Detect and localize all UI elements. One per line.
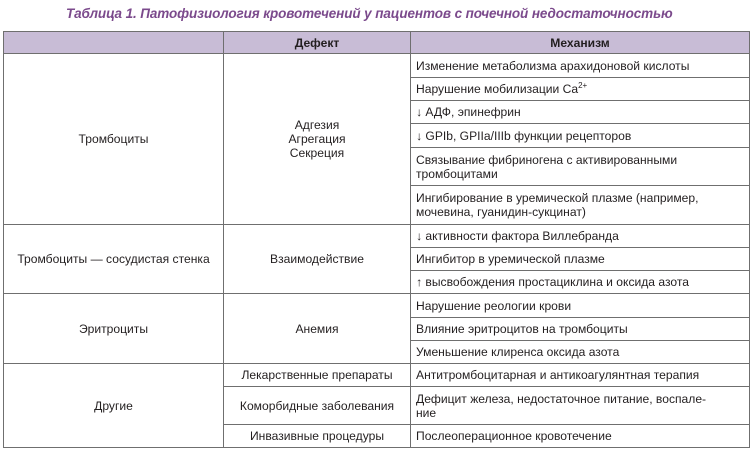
pathophysiology-table [3,31,750,448]
mechanism-cell: Нарушение реологии крови [411,294,750,318]
mechanism-cell: Связывание фибриногена с активированными тромбоцитами [411,148,750,186]
mechanism-cell: Ингибирование в уремической плазме (например, мочевина, гуанидин-сукцинат) [411,186,750,225]
mechanism-cell: Антитромбоцитарная и антикоагулянтная терапия [411,364,750,387]
defect-cell: Взаимодействие [224,225,411,294]
table-row [4,364,750,387]
mechanism-line: Дефицит железа, недостаточное питание, воспале- [416,391,707,406]
mechanism-cell: Ингибитор в уремической плазме [411,248,750,271]
mechanism-cell: Послеоперационное кровотечение [411,425,750,448]
defect-cell [224,54,411,225]
header-empty [4,32,224,54]
mechanism-cell: ↑ высвобождения простациклина и оксида азота [411,271,750,294]
category-cell: Тромбоциты — сосудистая стенка [4,225,224,294]
mechanism-cell: Уменьшение клиренса оксида азота [411,341,750,364]
category-cell: Другие [4,364,224,448]
mechanism-text: Нарушение мобилизации Ca [416,82,579,96]
mechanism-cell: ↓ GPIb, GPIIa/IIIb функции рецепторов [411,124,750,148]
defect-cell: Инвазивные процедуры [224,425,411,448]
category-cell: Эритроциты [4,294,224,364]
header-row [4,32,750,54]
defect-cell: Коморбидные заболевания [224,387,411,425]
defect-line: Агрегация [288,132,346,146]
mechanism-cell [411,387,750,425]
category-cell: Тромбоциты [4,54,224,225]
mechanism-cell: Влияние эритроцитов на тромбоциты [411,318,750,341]
defect-cell: Лекарственные препараты [224,364,411,387]
mechanism-cell: ↓ АДФ, эпинефрин [411,101,750,124]
table-row [4,294,750,318]
defect-cell: Анемия [224,294,411,364]
defect-line: Адгезия [294,118,340,132]
mechanism-line: ние [416,405,437,420]
table-row [4,54,750,78]
defect-line: Секреция [289,146,345,160]
mechanism-cell: ↓ активности фактора Виллебранда [411,225,750,248]
table-row [4,225,750,248]
header-mechanism: Механизм [411,32,750,54]
mechanism-cell: Изменение метаболизма арахидоновой кислоты [411,54,750,78]
table-caption: Таблица 1. Патофизиология кровотечений у пациентов с почечной недостаточностью [66,6,673,21]
header-defect: Дефект [224,32,411,54]
superscript: 2+ [578,81,588,90]
mechanism-cell [411,78,750,101]
